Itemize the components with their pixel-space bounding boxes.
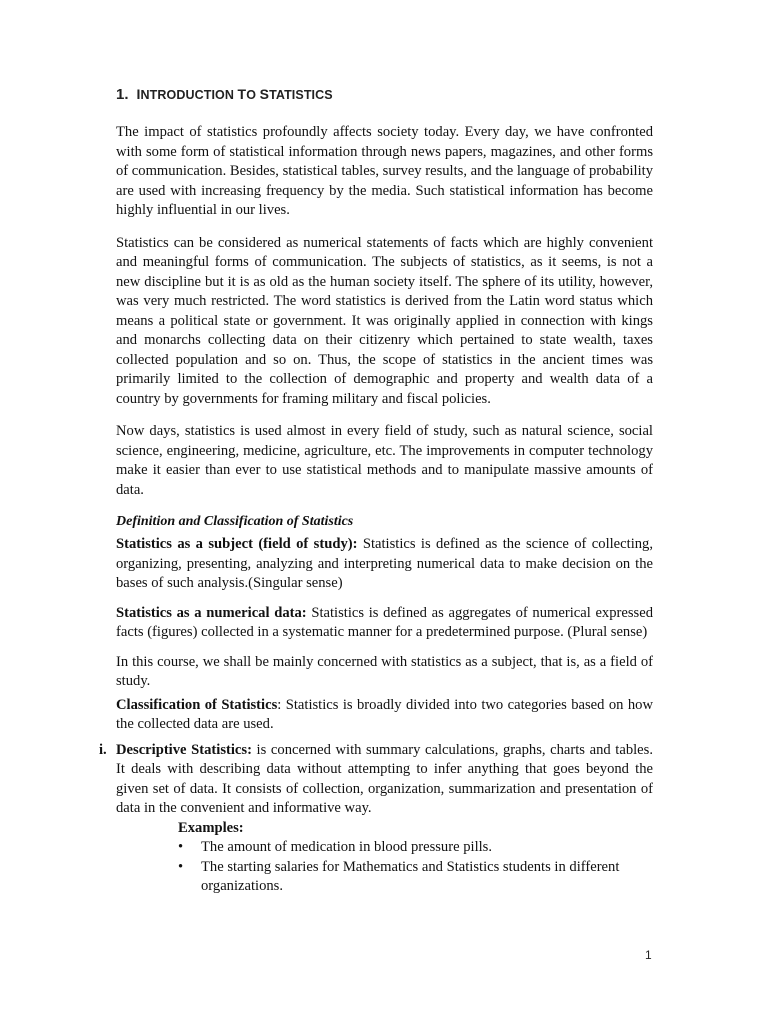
- numerical-definition: [116, 604, 653, 643]
- classification-text: : Statistics is broadly divided into two categories based on how the collected data are used.: [116, 696, 654, 732]
- title-rest-3: TATISTICS: [269, 88, 333, 102]
- classification-paragraph: [116, 696, 653, 735]
- course-note: In this course, we shall be mainly concerned with statistics as a subject, that is, as a field of study.: [116, 653, 653, 689]
- section-number: 1.: [116, 86, 129, 103]
- title-cap-1: I: [136, 86, 141, 102]
- history-paragraph: Statistics can be considered as numerical statements of facts which are highly convenient and meaningful forms of communication. The subjects of statistics, as it seems, is not a new discipline but it is as old as the human society itself. The sphere of its utility, however, was very much restricted. The word statistics is derived from the Latin word status which means a political state or government. It was originally applied in connection with kings and monarchs collecting data on their citizenry which pertained to state wealth, taxes collected population and so on. Thus, the scope of statistics in the ancient times was primarily limited to the collection of demographic and property and wealth data of a country by governments for framing military and fiscal policies.: [116, 234, 653, 407]
- examples-list: [116, 838, 653, 897]
- modern-use-paragraph: Now days, statistics is used almost in every field of study, such as natural science, social science, engineering, medicine, agriculture, etc. The improvements in computer technology make it easier than ever to use statistical methods and to manipulate massive amounts of data.: [116, 423, 653, 498]
- subsection-title: Definition and Classification of Statistics: [116, 514, 354, 529]
- subject-definition-text: Statistics is defined as the science of collecting, organizing, presenting, analyzing and interpreting numerical data to make decision on the bases of such analysis.(Singular sense): [116, 536, 653, 591]
- title-cap-2: T: [237, 86, 247, 102]
- example-text: The starting salaries for Mathematics and Statistics students in different organizations.: [201, 858, 620, 894]
- numerical-definition-label: Statistics as a numerical data:: [116, 604, 307, 621]
- section-heading: [116, 86, 653, 103]
- title-rest-2: O: [246, 88, 260, 102]
- document-page: [99, 86, 654, 897]
- examples-label: Examples:: [178, 819, 244, 836]
- list-item: [178, 838, 653, 858]
- title-rest-1: NTRODUCTION: [140, 88, 238, 102]
- section-title: [137, 86, 333, 102]
- descriptive-statistics-label: Descriptive Statistics:: [116, 741, 252, 758]
- classification-label: Classification of Statistics: [116, 696, 278, 713]
- list-item: [178, 858, 653, 897]
- bullet-icon: •: [178, 858, 184, 875]
- descriptive-statistics-body: is concerned with summary calculations, graphs, charts and tables. It deals with describing data without attempting to infer anything that goes beyond the given set of data. It consists of collection, organization, summarization and presentation of data in the convenient and informative way.: [116, 741, 653, 816]
- subject-definition-label: Statistics as a subject (field of study):: [116, 536, 358, 552]
- subject-definition: [116, 535, 653, 594]
- intro-paragraph: The impact of statistics profoundly affects society today. Every day, we have confronted with some form of statistical information through news papers, magazines, and other forms of communication. Besides, statistical tables, survey results, and the language of probability are used with increasing frequency by the media. Such statistical information has become highly influential in our lives.: [116, 124, 654, 218]
- list-marker: i.: [99, 741, 107, 758]
- example-text: The amount of medication in blood pressure pills.: [201, 839, 493, 855]
- title-cap-3: S: [259, 86, 270, 102]
- descriptive-statistics-text: [116, 741, 653, 819]
- descriptive-statistics-item: [99, 741, 653, 819]
- bullet-icon: •: [178, 839, 184, 855]
- page-number: 1: [645, 948, 652, 962]
- numerical-definition-text: Statistics is defined as aggregates of numerical expressed facts (figures) collected in a systematic manner for a predetermined purpose. (Plural sense): [116, 604, 654, 640]
